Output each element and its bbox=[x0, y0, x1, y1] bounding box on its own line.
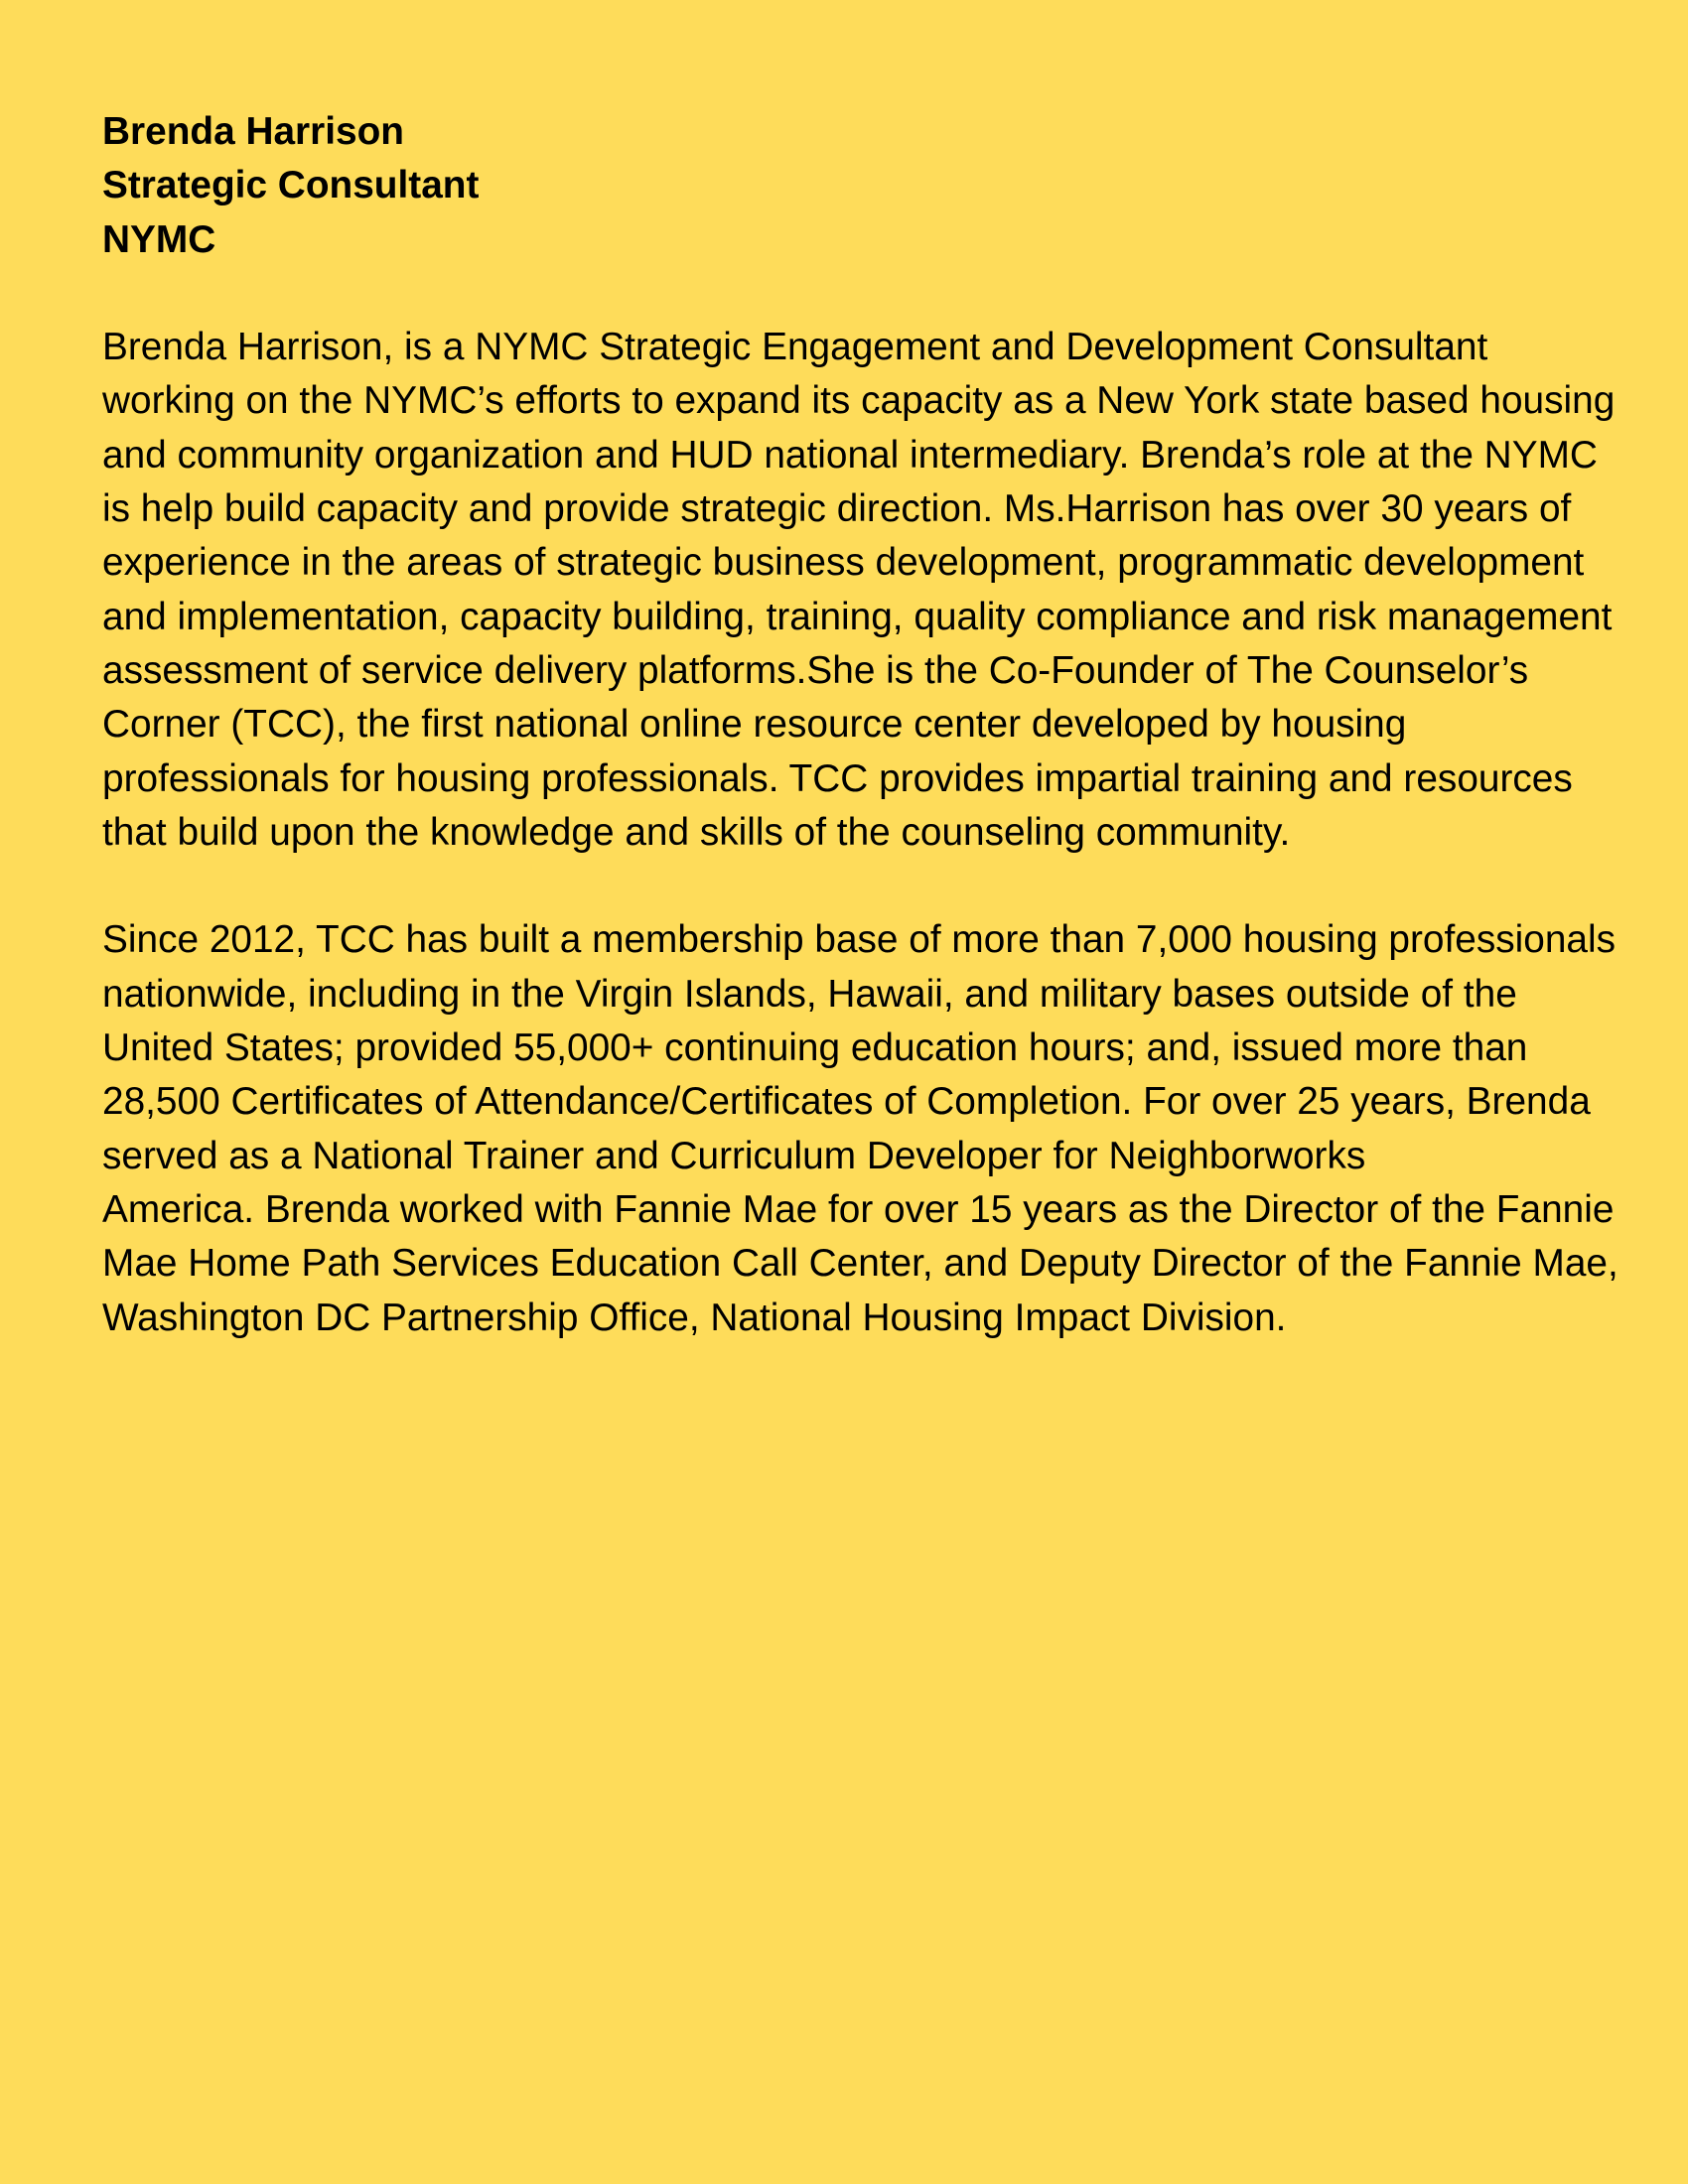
organization: NYMC bbox=[102, 217, 216, 261]
text-line: Corner (TCC), the first national online resource center developed by housing bbox=[102, 703, 1407, 747]
text-line: United States; provided 55,000+ continuing education hours; and, issued more than bbox=[102, 1026, 1528, 1070]
bio-paragraph-2 bbox=[102, 913, 1651, 1344]
text-line: working on the NYMC’s efforts to expand its capacity as a New York state based housing bbox=[102, 379, 1616, 423]
text-line: is help build capacity and provide strategic direction. Ms.Harrison has over 30 years of bbox=[102, 487, 1572, 531]
text-line: Mae Home Path Services Education Call Center, and Deputy Director of the Fannie Mae, bbox=[102, 1242, 1618, 1286]
text-line: 28,500 Certificates of Attendance/Certificates of Completion. For over 25 years, Brenda bbox=[102, 1080, 1591, 1124]
text-line: America. Brenda worked with Fannie Mae for over 15 years as the Director of the Fannie bbox=[102, 1187, 1615, 1231]
text-line: served as a National Trainer and Curriculum Developer for Neighborworks bbox=[102, 1134, 1366, 1177]
text-line: and community organization and HUD national intermediary. Brenda’s role at the NYMC bbox=[102, 433, 1598, 477]
text-line: Washington DC Partnership Office, National Housing Impact Division. bbox=[102, 1296, 1287, 1339]
text-line: experience in the areas of strategic business development, programmatic development bbox=[102, 541, 1585, 585]
text-line: Since 2012, TCC has built a membership base of more than 7,000 housing professionals bbox=[102, 918, 1617, 962]
text-line: assessment of service delivery platforms.She is the Co-Founder of The Counselor’s bbox=[102, 648, 1529, 692]
text-line: nationwide, including in the Virgin Islands, Hawaii, and military bases outside of the bbox=[102, 972, 1517, 1016]
bio-document bbox=[102, 105, 1651, 1345]
spacer bbox=[102, 267, 1651, 321]
text-line: and implementation, capacity building, training, quality compliance and risk management bbox=[102, 595, 1613, 638]
spacer bbox=[102, 860, 1651, 913]
text-line: professionals for housing professionals. TCC provides impartial training and resources bbox=[102, 756, 1573, 800]
text-line: Brenda Harrison, is a NYMC Strategic Engagement and Development Consultant bbox=[102, 326, 1488, 369]
bio-paragraph-1 bbox=[102, 321, 1651, 860]
person-name: Brenda Harrison bbox=[102, 110, 404, 153]
person-title: Strategic Consultant bbox=[102, 164, 480, 207]
text-line: that build upon the knowledge and skills of the counseling community. bbox=[102, 810, 1291, 854]
